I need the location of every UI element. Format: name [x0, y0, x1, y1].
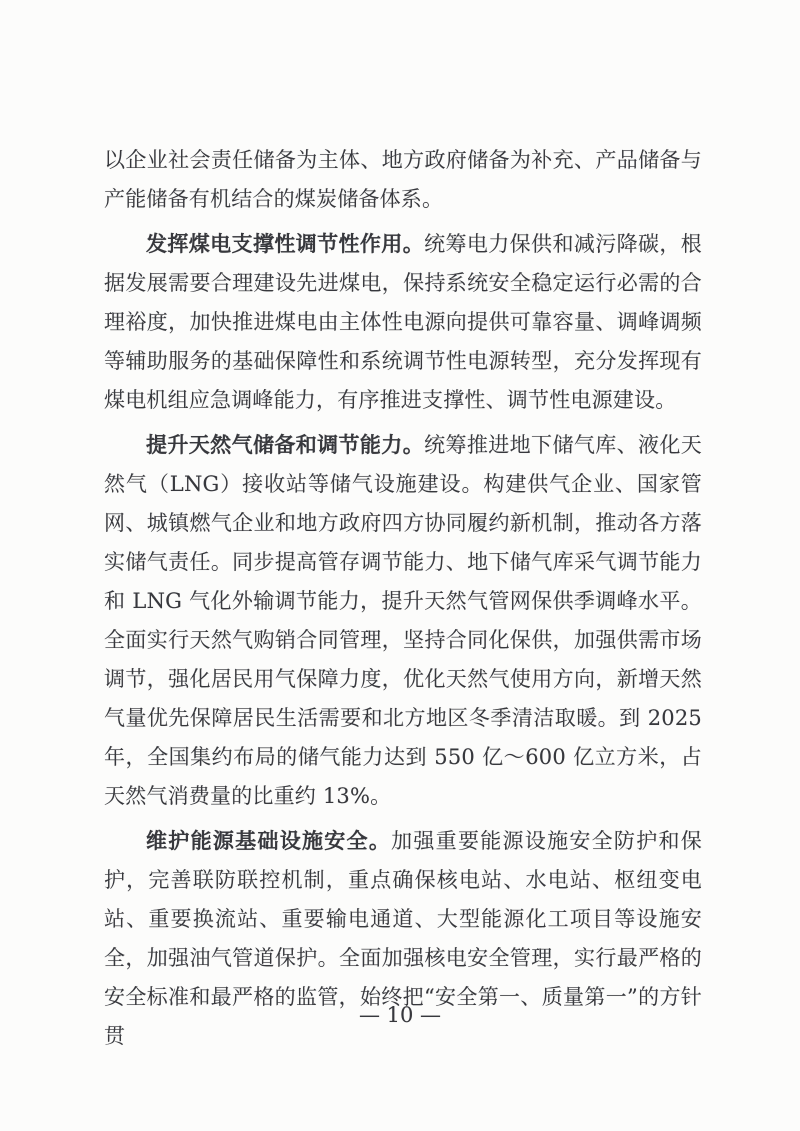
- paragraph: [104, 425, 702, 816]
- paragraph-lead: 提升天然气储备和调节能力。: [146, 432, 425, 457]
- paragraph-lead: 发挥煤电支撑性调节性作用。: [146, 231, 425, 256]
- paragraph-body: 统筹电力保供和减污降碳，根据发展需要合理建设先进煤电，保持系统安全稳定运行必需的合理裕度，加快推进煤电由主体性电源向提供可靠容量、调峰调频等辅助服务的基础保障性和系统调节性电源转型，充分发挥现有煤电机组应急调峰能力，有序推进支撑性、调节性电源建设。: [104, 232, 702, 412]
- text-block: [104, 140, 702, 1061]
- paragraph-body: 加强重要能源设施安全防护和保护，完善联防联控机制，重点确保核电站、水电站、枢纽变电站、重要换流站、重要输电通道、大型能源化工项目等设施安全，加强油气管道保护。全面加强核电安全管理，实行最严格的安全标准和最严格的监管，始终把“安全第一、质量第一”的方针贯: [104, 829, 702, 1048]
- paragraph-lead: 维护能源基础设施安全。: [146, 828, 392, 853]
- page-number: — 10 —: [358, 1003, 442, 1027]
- paragraph: [104, 224, 702, 420]
- paragraph-body: 以企业社会责任储备为主体、地方政府储备为补充、产品储备与产能储备有机结合的煤炭储备体系。: [104, 148, 702, 211]
- paragraph: [104, 140, 702, 219]
- paragraph-body: 统筹推进地下储气库、液化天然气（LNG）接收站等储气设施建设。构建供气企业、国家管网、城镇燃气企业和地方政府四方协同履约新机制，推动各方落实储气责任。同步提高管存调节能力、地下储气库采气调节能力和 LNG 气化外输调节能力，提升天然气管网保供季调峰水平。全面实行天然气购销合同管理，坚持合同化保供，加强供需市场调节，强化居民用气保障力度，优化天然气使用方向，新增天然气量优先保障居民生活需要和北方地区冬季清洁取暖。到 2025 年，全国集约布局的储气能力达到 550 亿～600 亿立方米，占天然气消费量的比重约 13%。: [104, 433, 702, 808]
